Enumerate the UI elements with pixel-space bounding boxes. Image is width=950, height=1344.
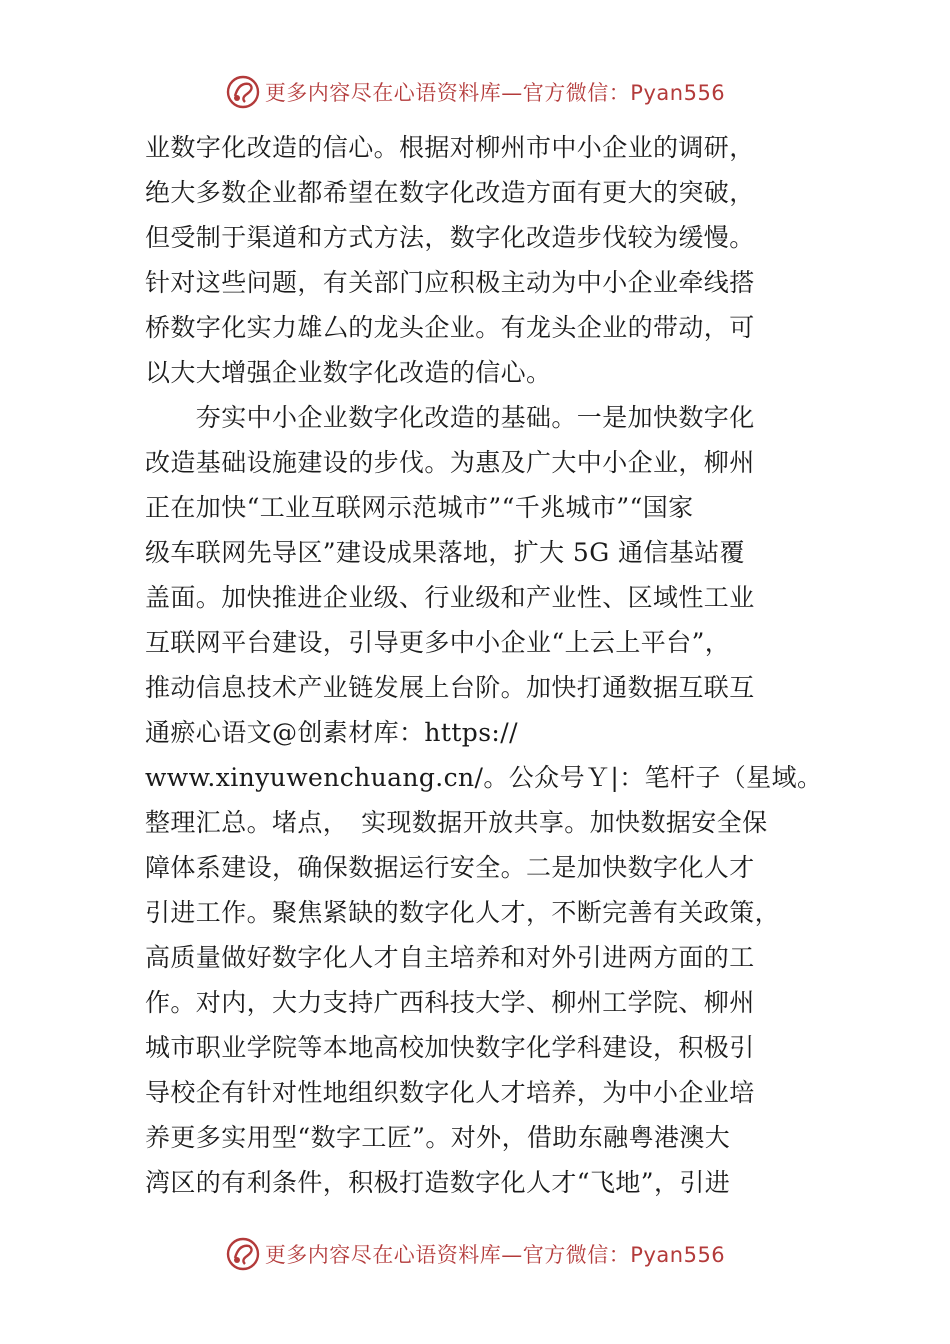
text-line: 针对这些问题，有关部门应积极主动为中小企业牵线搭	[145, 268, 755, 297]
text-line: 以大大增强企业数字化改造的信心。	[145, 358, 552, 387]
footer-banner-text: 更多内容尽在心语资料库—官方微信：Pyan556	[264, 1243, 726, 1267]
swirl-logo-icon	[225, 1236, 261, 1272]
text-line: 整理汇总。堵点， 实现数据开放共享。加快数据安全保	[145, 808, 768, 837]
text-line: 障体系建设，确保数据运行安全。二是加快数字化人才	[145, 853, 755, 882]
text-line: 引进工作。聚焦紧缺的数字化人才，不断完善有关政策，	[145, 898, 781, 927]
header-banner	[0, 70, 950, 114]
text-line: 级车联网先导区”建设成果落地，扩大 5G 通信基站覆	[145, 538, 745, 567]
text-line: 业数字化改造的信心。根据对柳州市中小企业的调研，	[145, 133, 755, 162]
text-line: 但受制于渠道和方式方法，数字化改造步伐较为缓慢。	[145, 223, 755, 252]
text-line: 正在加快“工业互联网示范城市”“千兆城市”“国家	[145, 493, 694, 522]
text-line: 作。对内，大力支持广西科技大学、柳州工学院、柳州	[145, 988, 755, 1017]
text-line: 桥数字化实力雄厶的龙头企业。有龙头企业的带动，可	[145, 313, 755, 342]
document-body	[145, 125, 823, 1205]
text-line: 城市职业学院等本地高校加快数字化学科建设，积极引	[145, 1033, 755, 1062]
text-line: 绝大多数企业都希望在数字化改造方面有更大的突破，	[145, 178, 755, 207]
text-line: 养更多实用型“数字工匠”。对外，借助东融粤港澳大	[145, 1123, 731, 1152]
text-line: 推动信息技术产业链发展上台阶。加快打通数据互联互	[145, 673, 755, 702]
footer-banner	[0, 1232, 950, 1276]
text-line: 导校企有针对性地组织数字化人才培养，为中小企业培	[145, 1078, 755, 1107]
header-banner-text: 更多内容尽在心语资料库—官方微信：Pyan556	[264, 81, 726, 105]
text-line: www.xinyuwenchuang.cn/。公众号Ｙ|：笔杆子（星域。	[145, 763, 823, 792]
swirl-logo-icon	[225, 74, 261, 110]
text-line: 互联网平台建设，引导更多中小企业“上云上平台”，	[145, 628, 731, 657]
text-line: 高质量做好数字化人才自主培养和对外引进两方面的工	[145, 943, 755, 972]
text-line: 盖面。加快推进企业级、行业级和产业性、区域性工业	[145, 583, 755, 612]
text-line: 夯实中小企业数字化改造的基础。一是加快数字化	[145, 403, 755, 432]
text-line: 通瘀心语文@创素材库：https://	[145, 718, 518, 747]
text-line: 改造基础设施建设的步伐。为惠及广大中小企业，柳州	[145, 448, 755, 477]
text-line: 湾区的有利条件，积极打造数字化人才“飞地”，引进	[145, 1168, 731, 1197]
